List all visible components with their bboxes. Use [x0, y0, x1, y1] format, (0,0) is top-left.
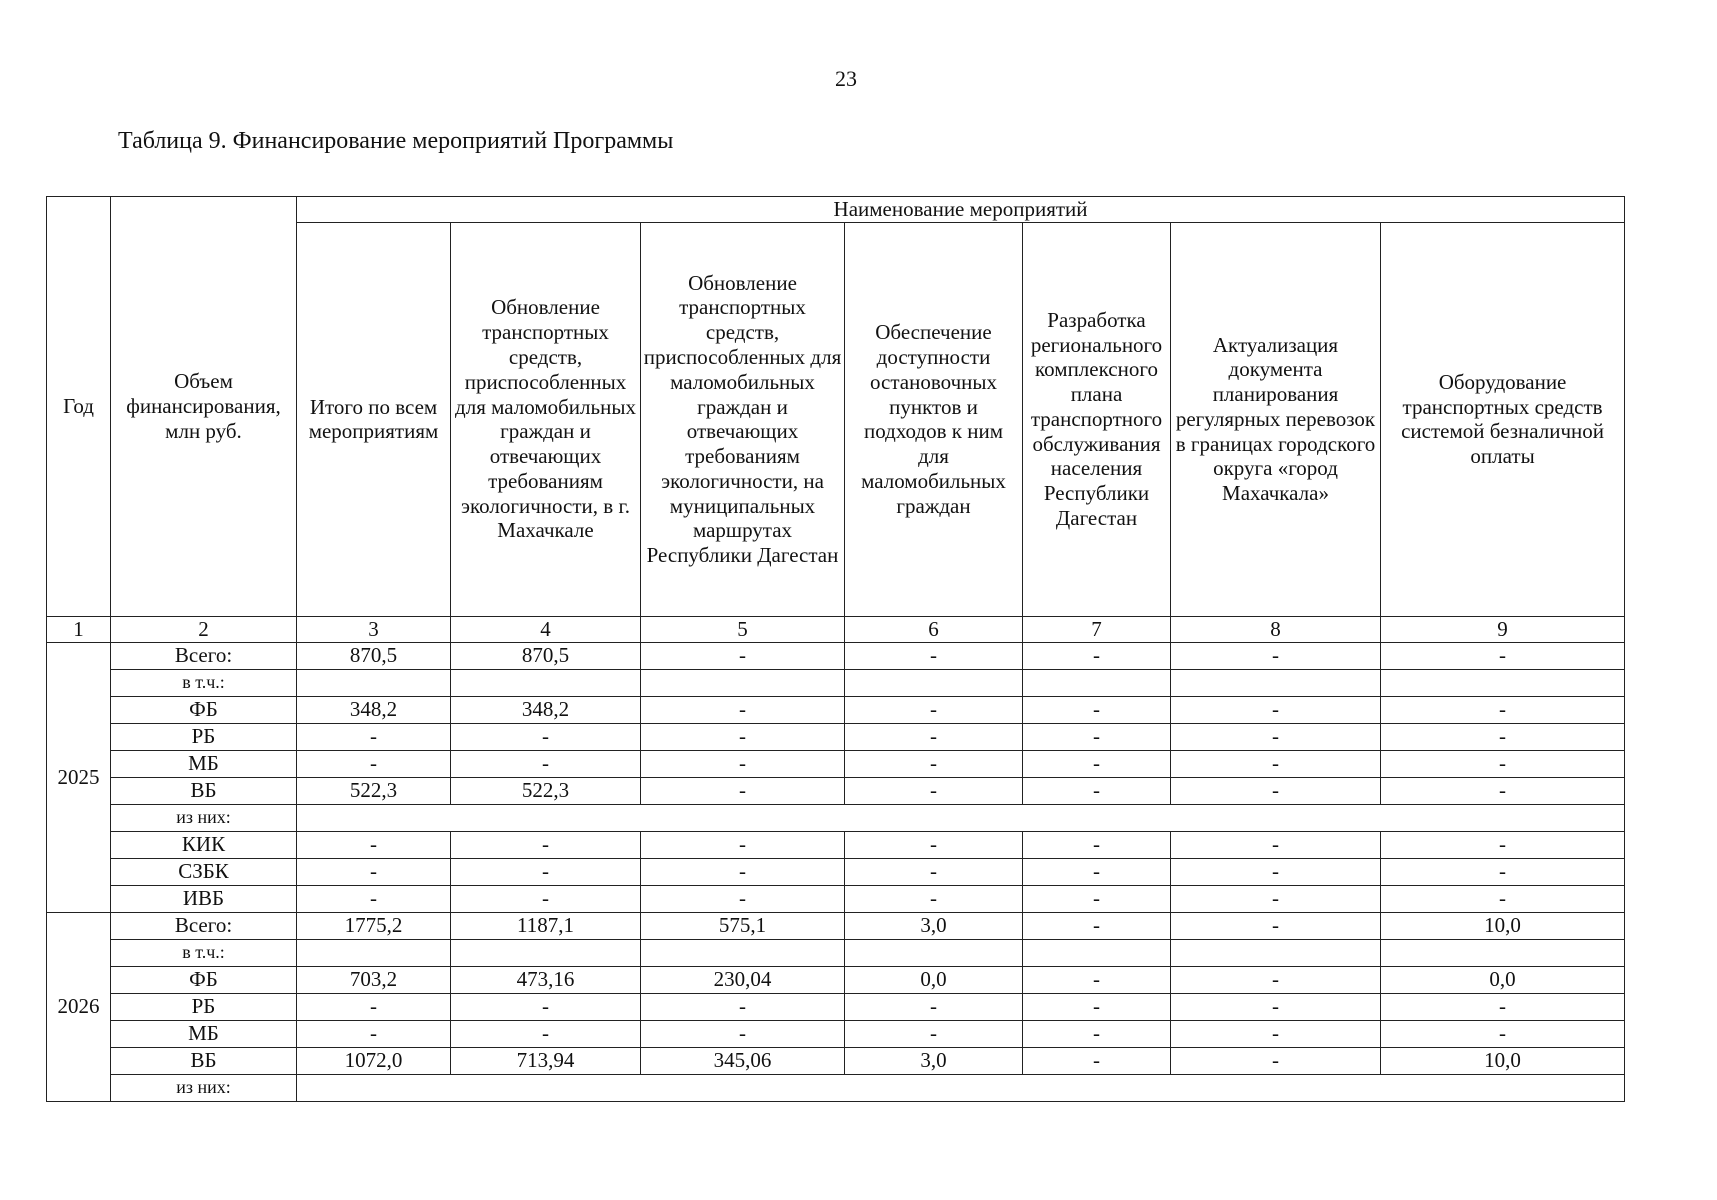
value-cell: 348,2: [451, 696, 641, 723]
value-cell: [845, 939, 1023, 966]
value-cell: [641, 669, 845, 696]
row-label: ВБ: [111, 777, 297, 804]
value-cell: -: [1171, 966, 1381, 993]
value-cell: -: [1023, 858, 1171, 885]
value-cell: [1023, 669, 1171, 696]
value-cell: -: [1171, 831, 1381, 858]
value-cell: -: [451, 831, 641, 858]
value-cell: -: [1023, 777, 1171, 804]
value-cell: 713,94: [451, 1047, 641, 1074]
value-cell: 575,1: [641, 912, 845, 939]
value-cell: 3,0: [845, 912, 1023, 939]
value-cell: -: [641, 858, 845, 885]
value-cell: 1775,2: [297, 912, 451, 939]
header-measure-3: Обеспечение доступности остановочных пунктов и подходов к ним для маломобильных граждан: [845, 222, 1023, 616]
table-row: [47, 912, 1625, 939]
value-cell: -: [451, 858, 641, 885]
column-number-2: 2: [111, 616, 297, 642]
value-cell: -: [451, 1020, 641, 1047]
table-row: [47, 723, 1625, 750]
value-cell: -: [1381, 885, 1625, 912]
column-number-1: 1: [47, 616, 111, 642]
value-cell: 345,06: [641, 1047, 845, 1074]
value-cell: -: [845, 831, 1023, 858]
header-measure-2: Обновление транспортных средств, приспособленных для маломобильных граждан и отвечающих требованиям экологичности, на муниципальных маршрутах Республики Дагестан: [641, 222, 845, 616]
value-cell: -: [1381, 723, 1625, 750]
table-row: [47, 642, 1625, 669]
value-cell: -: [1171, 1047, 1381, 1074]
value-cell: -: [1381, 777, 1625, 804]
row-label: РБ: [111, 993, 297, 1020]
value-cell: -: [845, 750, 1023, 777]
row-label: МБ: [111, 1020, 297, 1047]
row-label: КИК: [111, 831, 297, 858]
value-cell: -: [1023, 750, 1171, 777]
value-cell: -: [641, 1020, 845, 1047]
row-label: ФБ: [111, 966, 297, 993]
table-row: [47, 669, 1625, 696]
table-row: [47, 750, 1625, 777]
table-row: [47, 804, 1625, 831]
value-cell: -: [1023, 723, 1171, 750]
value-cell: -: [1381, 993, 1625, 1020]
value-cell: -: [451, 750, 641, 777]
value-cell: -: [845, 642, 1023, 669]
value-cell: 522,3: [297, 777, 451, 804]
table-row: [47, 831, 1625, 858]
financing-table: [46, 196, 1625, 1102]
value-cell: -: [1171, 777, 1381, 804]
value-cell: -: [1171, 1020, 1381, 1047]
value-cell: -: [1171, 912, 1381, 939]
value-cell: -: [451, 993, 641, 1020]
column-number-8: 8: [1171, 616, 1381, 642]
table-body: [47, 642, 1625, 1101]
table-row: [47, 858, 1625, 885]
value-cell: 1187,1: [451, 912, 641, 939]
value-cell: -: [1381, 858, 1625, 885]
value-cell: [1171, 669, 1381, 696]
value-cell: -: [641, 696, 845, 723]
header-total: Итого по всем мероприятиям: [297, 222, 451, 616]
value-cell: -: [297, 723, 451, 750]
value-cell: 473,16: [451, 966, 641, 993]
table-row: [47, 777, 1625, 804]
value-cell: [297, 939, 451, 966]
value-cell: -: [641, 993, 845, 1020]
value-cell: -: [1381, 1020, 1625, 1047]
column-number-7: 7: [1023, 616, 1171, 642]
row-label: Всего:: [111, 912, 297, 939]
value-cell: -: [1381, 831, 1625, 858]
value-cell: -: [1023, 993, 1171, 1020]
row-label: Всего:: [111, 642, 297, 669]
value-cell: -: [297, 1020, 451, 1047]
value-cell: -: [845, 858, 1023, 885]
value-cell: -: [1171, 723, 1381, 750]
value-cell: 1072,0: [297, 1047, 451, 1074]
value-cell: -: [1171, 696, 1381, 723]
value-cell: -: [451, 723, 641, 750]
table-row: [47, 993, 1625, 1020]
table-row: [47, 1047, 1625, 1074]
table-row: [47, 696, 1625, 723]
value-cell: -: [641, 723, 845, 750]
value-cell: 870,5: [297, 642, 451, 669]
value-cell: [451, 939, 641, 966]
value-cell: -: [845, 885, 1023, 912]
value-cell: [1171, 939, 1381, 966]
value-cell: [1381, 939, 1625, 966]
value-cell: -: [1023, 642, 1171, 669]
value-cell: -: [1023, 1020, 1171, 1047]
year-cell: 2026: [47, 912, 111, 1101]
header-measure-5: Актуализация документа планирования регулярных перевозок в границах городского округа «город Махачкала»: [1171, 222, 1381, 616]
merged-cell: [297, 1074, 1625, 1101]
value-cell: -: [845, 777, 1023, 804]
row-label: из них:: [111, 1074, 297, 1101]
column-numbers-row: [47, 616, 1625, 642]
value-cell: -: [297, 858, 451, 885]
header-year: Год: [47, 197, 111, 617]
value-cell: 0,0: [1381, 966, 1625, 993]
table-row: [47, 885, 1625, 912]
table-row: [47, 1020, 1625, 1047]
value-cell: [451, 669, 641, 696]
value-cell: [1023, 939, 1171, 966]
row-label: СЗБК: [111, 858, 297, 885]
table-row: [47, 966, 1625, 993]
value-cell: -: [297, 750, 451, 777]
value-cell: -: [1381, 642, 1625, 669]
value-cell: -: [1023, 1047, 1171, 1074]
value-cell: -: [845, 1020, 1023, 1047]
table-row: [47, 939, 1625, 966]
value-cell: -: [451, 885, 641, 912]
row-label: ИВБ: [111, 885, 297, 912]
value-cell: [297, 669, 451, 696]
value-cell: -: [1171, 750, 1381, 777]
value-cell: 3,0: [845, 1047, 1023, 1074]
value-cell: 230,04: [641, 966, 845, 993]
value-cell: -: [641, 750, 845, 777]
value-cell: -: [1171, 885, 1381, 912]
value-cell: -: [297, 831, 451, 858]
value-cell: 703,2: [297, 966, 451, 993]
column-number-5: 5: [641, 616, 845, 642]
value-cell: -: [1023, 966, 1171, 993]
value-cell: -: [1171, 642, 1381, 669]
value-cell: 870,5: [451, 642, 641, 669]
header-measure-1: Обновление транспортных средств, приспособленных для маломобильных граждан и отвечающих требованиям экологичности, в г. Махачкале: [451, 222, 641, 616]
page-number: 23: [835, 66, 857, 91]
value-cell: -: [1023, 696, 1171, 723]
header-measure-4: Разработка регионального комплексного плана транспортного обслуживания населения Республики Дагестан: [1023, 222, 1171, 616]
value-cell: [845, 669, 1023, 696]
table-row: [47, 1074, 1625, 1101]
value-cell: [641, 939, 845, 966]
merged-cell: [297, 804, 1625, 831]
row-label: РБ: [111, 723, 297, 750]
value-cell: 348,2: [297, 696, 451, 723]
row-label: ВБ: [111, 1047, 297, 1074]
value-cell: -: [641, 885, 845, 912]
header-measure-6: Оборудование транспортных средств системой безналичной оплаты: [1381, 222, 1625, 616]
header-volume: Объем финансирования, млн руб.: [111, 197, 297, 617]
row-label: в т.ч.:: [111, 939, 297, 966]
column-number-9: 9: [1381, 616, 1625, 642]
value-cell: -: [845, 696, 1023, 723]
value-cell: -: [1023, 831, 1171, 858]
value-cell: -: [845, 993, 1023, 1020]
header-measures-group: Наименование мероприятий: [297, 197, 1625, 223]
value-cell: -: [1023, 885, 1171, 912]
value-cell: 0,0: [845, 966, 1023, 993]
value-cell: 10,0: [1381, 1047, 1625, 1074]
value-cell: [1381, 669, 1625, 696]
row-label: из них:: [111, 804, 297, 831]
value-cell: -: [297, 993, 451, 1020]
row-label: МБ: [111, 750, 297, 777]
value-cell: -: [1171, 858, 1381, 885]
column-number-6: 6: [845, 616, 1023, 642]
value-cell: -: [641, 777, 845, 804]
row-label: в т.ч.:: [111, 669, 297, 696]
value-cell: -: [1381, 750, 1625, 777]
value-cell: -: [1023, 912, 1171, 939]
year-cell: 2025: [47, 642, 111, 912]
value-cell: -: [1381, 696, 1625, 723]
value-cell: -: [641, 831, 845, 858]
row-label: ФБ: [111, 696, 297, 723]
column-number-3: 3: [297, 616, 451, 642]
value-cell: -: [1171, 993, 1381, 1020]
column-number-4: 4: [451, 616, 641, 642]
value-cell: -: [297, 885, 451, 912]
value-cell: 10,0: [1381, 912, 1625, 939]
table-caption: Таблица 9. Финансирование мероприятий Программы: [118, 128, 674, 154]
value-cell: 522,3: [451, 777, 641, 804]
value-cell: -: [845, 723, 1023, 750]
value-cell: -: [641, 642, 845, 669]
